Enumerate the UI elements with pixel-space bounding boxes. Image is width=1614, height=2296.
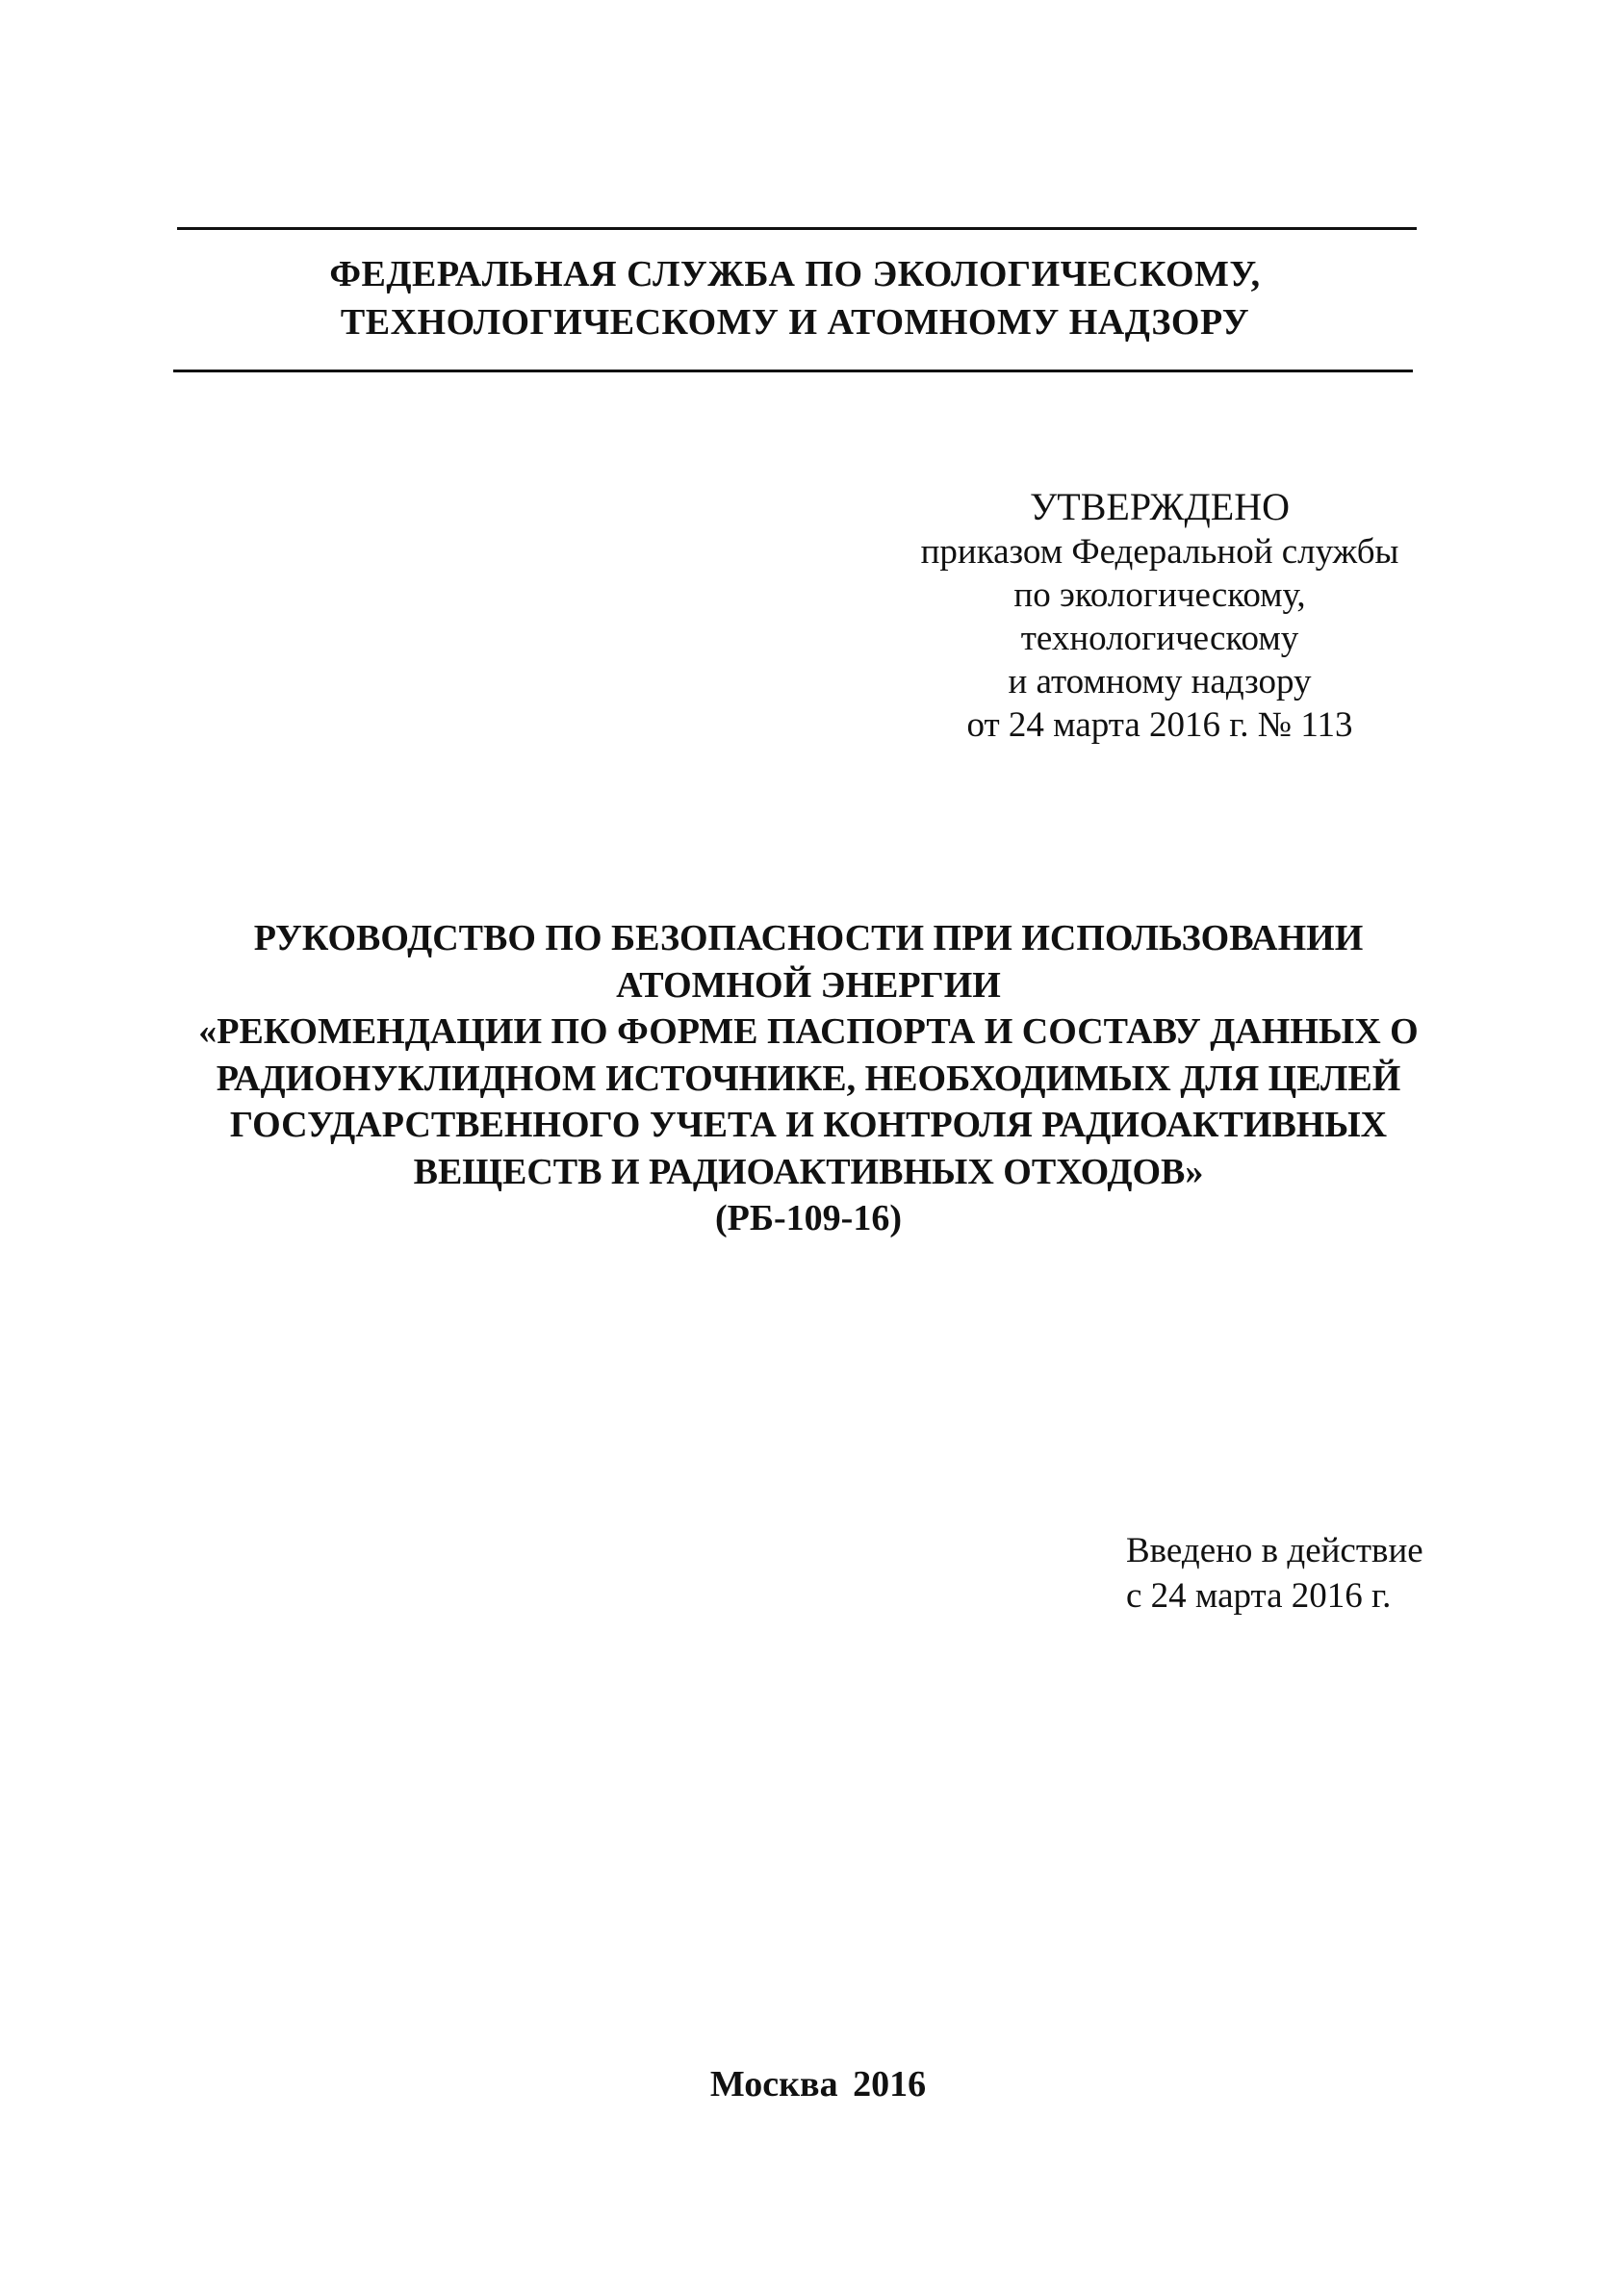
effective-line-2: с 24 марта 2016 г. [1126,1576,1392,1616]
approval-line-3: технологическому [1020,619,1299,658]
effective-line-1: Введено в действие [1126,1531,1423,1570]
effective-date-block [1126,1528,1588,1619]
title-line-4: РАДИОНУКЛИДНОМ ИСТОЧНИКЕ, НЕОБХОДИМЫХ ДЛЯ ЦЕЛЕЙ [216,1058,1401,1099]
title-line-6: ВЕЩЕСТВ И РАДИОАКТИВНЫХ ОТХОДОВ» [413,1151,1204,1192]
document-title [125,915,1492,1242]
approval-line-2: по экологическому, [1013,575,1306,615]
approval-line-5: от 24 марта 2016 г. № 113 [966,705,1353,745]
bottom-divider-line [173,370,1413,372]
agency-line-2: ТЕХНОЛОГИЧЕСКОМУ И АТОМНОМУ НАДЗОРУ [340,302,1250,343]
title-line-1: РУКОВОДСТВО ПО БЕЗОПАСНОСТИ ПРИ ИСПОЛЬЗОВАНИИ [253,918,1364,958]
approval-heading: УТВЕРЖДЕНО [1029,485,1291,528]
approval-block [751,484,1569,747]
place-year: Москва 2016 [709,2064,927,2105]
agency-line-1: ФЕДЕРАЛЬНАЯ СЛУЖБА ПО ЭКОЛОГИЧЕСКОМУ, [329,254,1261,294]
agency-header [173,250,1417,346]
top-divider-line [177,227,1417,230]
title-line-7: (РБ-109-16) [715,1198,902,1238]
approval-line-4: и атомному надзору [1008,662,1312,702]
title-line-5: ГОСУДАРСТВЕННОГО УЧЕТА И КОНТРОЛЯ РАДИОАКТИВНЫХ [229,1105,1388,1145]
approval-line-1: приказом Федеральной службы [920,532,1399,572]
title-line-3: «РЕКОМЕНДАЦИИ ПО ФОРМЕ ПАСПОРТА И СОСТАВУ ДАННЫХ О [198,1011,1419,1052]
title-line-2: АТОМНОЙ ЭНЕРГИИ [616,964,1001,1006]
